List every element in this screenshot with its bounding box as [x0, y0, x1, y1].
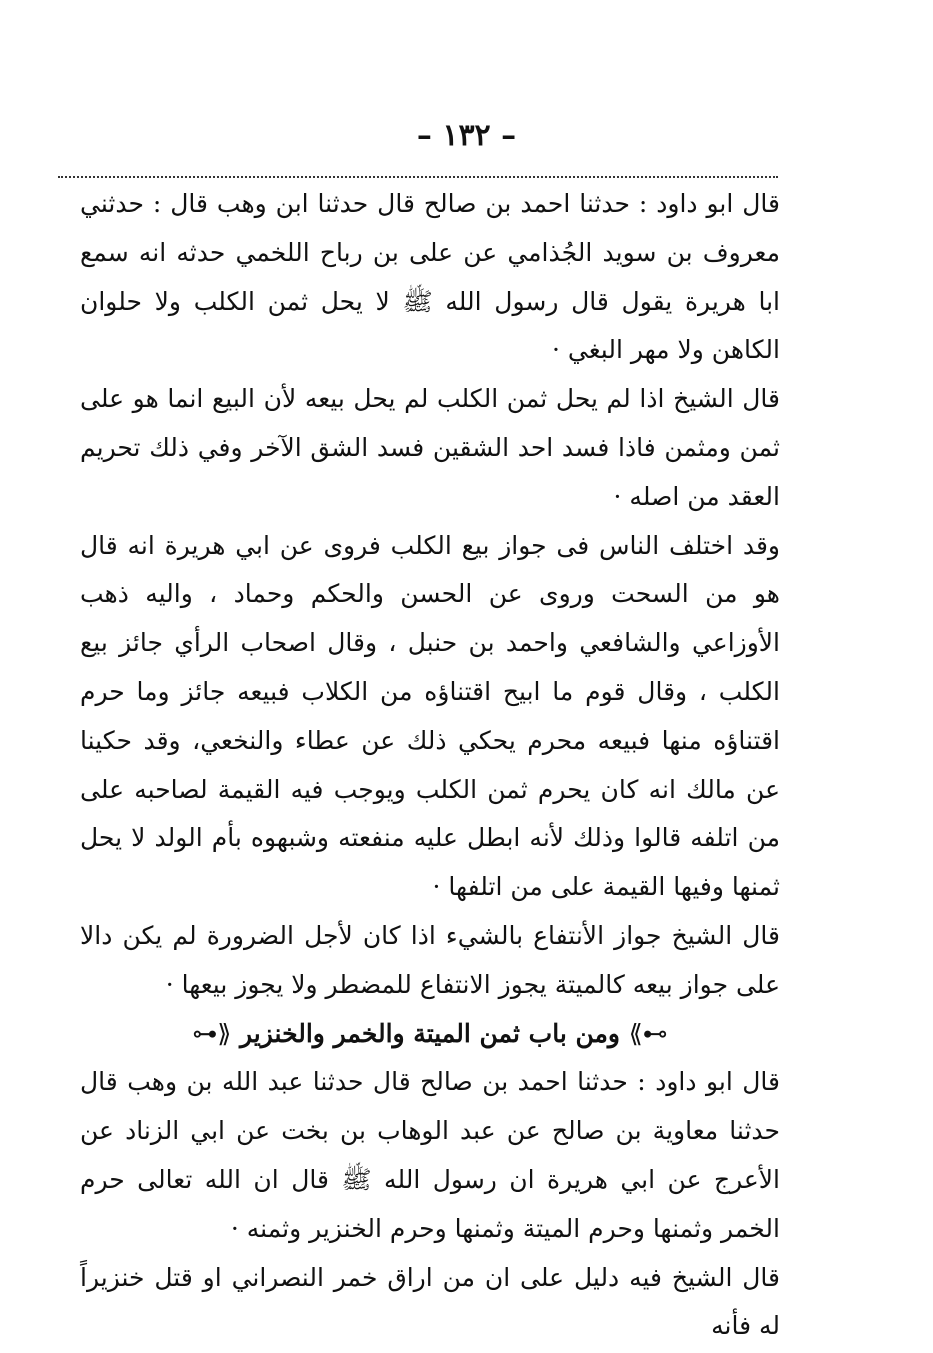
header-rule	[58, 176, 778, 178]
page-body	[80, 180, 780, 1351]
page-number: – ١٣٢ –	[416, 118, 517, 153]
paragraph-commentary-4: قال الشيخ فيه دليل على ان من اراق خمر النصراني او قتل خنزيراً له فأنه	[80, 1262, 780, 1341]
paragraph-commentary-1: قال الشيخ اذا لم يحل ثمن الكلب لم يحل بيعه لأن البيع انما هو على ثمن ومثمن فاذا فسد احد الشقين فسد الشق الآخر وفي ذلك تحريم العقد من اصله ·	[80, 384, 780, 511]
section-heading-line	[80, 1010, 780, 1059]
section-heading: ومن باب ثمن الميتة والخمر والخنزير	[240, 1018, 620, 1048]
paragraph-hadith-2: قال ابو داود : حدثنا احمد بن صالح قال حدثنا عبد الله بن وهب قال حدثنا معاوية بن صالح عن عبد الوهاب بن بخت عن ابي الزناد عن الأعرج عن ابي هريرة ان رسول الله ﷺ قال ان الله تعالى حرم الخمر وثمنها وحرم الميتة وثمنها وحرم الخنزير وثمنه ·	[80, 1067, 780, 1243]
heading-ornament-left: ⟪⊷	[192, 1018, 232, 1048]
heading-ornament-right: ⊶⟫	[628, 1018, 668, 1048]
paragraph-hadith-1: قال ابو داود : حدثنا احمد بن صالح قال حدثنا ابن وهب قال : حدثني معروف بن سويد الجُذامي عن على بن رباح اللخمي حدثه انه سمع ابا هريرة يقول قال رسول الله ﷺ لا يحل ثمن الكلب ولا حلوان الكاهن ولا مهر البغي ·	[80, 189, 780, 365]
paragraph-commentary-3: قال الشيخ جواز الأنتفاع بالشيء اذا كان لأجل الضرورة لم يكن دالا على جواز بيعه كالميتة يجوز الانتفاع للمضطر ولا يجوز بيعها ·	[80, 920, 780, 999]
paragraph-commentary-2: وقد اختلف الناس فى جواز بيع الكلب فروى عن ابي هريرة انه قال هو من السحت وروى عن الحسن والحكم وحماد ، واليه ذهب الأوزاعي والشافعي واحمد بن حنبل ، وقال اصحاب الرأي جائز بيع الكلب ، وقال قوم ما ابيح اقتناؤه من الكلاب فبيعه جائز وما حرم اقتناؤه منها فبيعه محرم يحكي ذلك عن عطاء والنخعي، وقد حكينا عن مالك انه كان يحرم ثمن الكلب ويوجب فيه القيمة لصاحبه على من اتلفه قالوا وذلك لأنه ابطل عليه منفعته وشبهوه بأم الولد لا يحل ثمنها وفيها القيمة على من اتلفها ·	[80, 530, 780, 902]
